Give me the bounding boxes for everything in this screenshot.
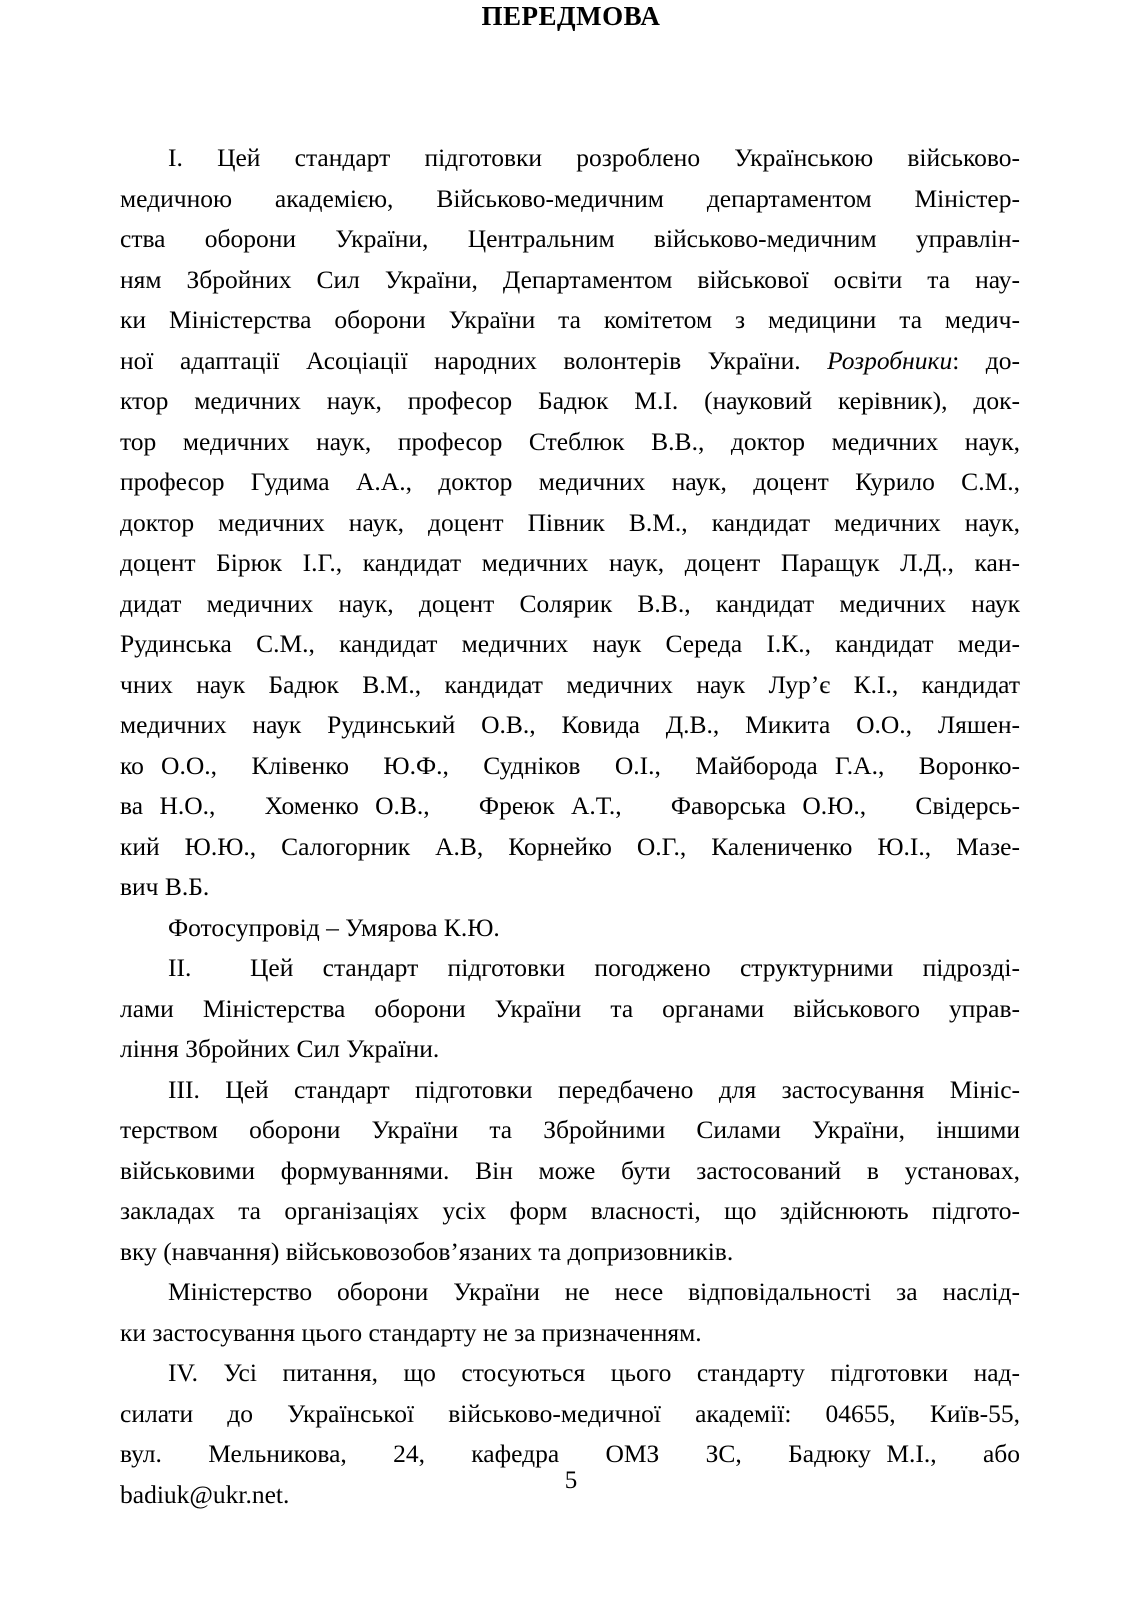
- text-line: доктор медичних наук, доцент Півник В.М., кандидат медичних наук,: [120, 507, 1020, 537]
- text-line: ки Міністерства оборони України та комітетом з медицини та медич-: [120, 305, 1020, 334]
- text-line: ко О.О., Клівенко Ю.Ф., Судніков О.І., Майборода Г.А., Воронко-: [120, 750, 1020, 780]
- paragraph-disclaimer: [120, 1272, 1020, 1353]
- text-line: вку (навчання) військовозобов’язаних та допризовників.: [120, 1236, 734, 1266]
- text-line: силати до Української військово-медичної академії: 04655, Київ-55,: [120, 1398, 1020, 1428]
- text-line: ління Збройних Сил України.: [120, 1034, 440, 1063]
- text-line: тор медичних наук, професор Стеблюк В.В., доктор медичних наук,: [120, 426, 1020, 456]
- text-line: вич В.Б.: [120, 872, 210, 901]
- paragraph-section-iii: [120, 1070, 1020, 1273]
- text-line: Міністерство оборони України не несе відповідальності за наслід-: [168, 1277, 1020, 1306]
- page-title: ПЕРЕДМОВА: [481, 1, 661, 31]
- text-line: медичних наук Рудинський О.В., Ковида Д.В., Микита О.О., Ляшен-: [120, 710, 1020, 739]
- text-line: чних наук Бадюк В.М., кандидат медичних наук Лур’є К.І., кандидат: [120, 669, 1020, 699]
- document-body: [120, 138, 1020, 1515]
- text-line: вул. Мельникова, 24, кафедра ОМЗ ЗС, Бадюку М.І., або: [120, 1439, 1020, 1468]
- text-line: ства оборони України, Центральним військово-медичним управлін-: [120, 224, 1020, 253]
- text-line: Рудинська С.М., кандидат медичних наук Середа І.К., кандидат меди-: [120, 629, 1020, 658]
- text-line: ктор медичних наук, професор Бадюк М.І. (науковий керівник), док-: [120, 386, 1020, 415]
- text-line: IV. Усі питання, що стосуються цього стандарту підготовки над-: [168, 1358, 1020, 1387]
- text-line: ва Н.О., Хоменко О.В., Фреюк А.Т., Фаворська О.Ю., Свідерсь-: [120, 791, 1020, 820]
- text-line: кий Ю.Ю., Салогорник А.В, Корнейко О.Г., Калениченко Ю.І., Мазе-: [120, 831, 1020, 861]
- text-line: дидат медичних наук, доцент Солярик В.В., кандидат медичних наук: [120, 588, 1020, 618]
- text-line: ки застосування цього стандарту не за призначенням.: [120, 1317, 702, 1347]
- paragraph-photo-credit: [120, 908, 1020, 949]
- text-line: III. Цей стандарт підготовки передбачено для застосування Мініс-: [168, 1074, 1020, 1104]
- text-line: badiuk@ukr.net.: [120, 1479, 290, 1509]
- line-text-part: ної адаптації Асоціації народних волонтерів України.: [120, 345, 828, 375]
- text-line: ням Збройних Сил України, Департаментом військової освіти та нау-: [120, 264, 1020, 294]
- text-line-with-italic: [120, 341, 1020, 382]
- text-line: терством оборони України та Збройними Силами України, іншими: [120, 1115, 1020, 1144]
- text-line: медичною академією, Військово-медичним департаментом Міністер-: [120, 183, 1020, 213]
- line-text-part: : до-: [952, 345, 1020, 375]
- text-line: лами Міністерства оборони України та органами військового управ-: [120, 993, 1020, 1023]
- text-line: професор Гудима А.А., доктор медичних наук, доцент Курило С.М.,: [120, 467, 1020, 496]
- text-line: II. Цей стандарт підготовки погоджено структурними підрозді-: [168, 953, 1020, 982]
- text-line: Фотосупровід – Умярова К.Ю.: [168, 912, 500, 942]
- italic-label-rozrobnyky: Розробники: [827, 345, 953, 375]
- paragraph-section-i: [120, 138, 1020, 908]
- text-line: доцент Бірюк І.Г., кандидат медичних наук, доцент Паращук Л.Д., кан-: [120, 548, 1020, 577]
- text-line: військовими формуваннями. Він може бути застосований в установах,: [120, 1155, 1020, 1185]
- page-number: 5: [564, 1467, 578, 1494]
- paragraph-section-ii: [120, 948, 1020, 1070]
- text-line: I. Цей стандарт підготовки розроблено Українською військово-: [168, 143, 1020, 172]
- text-line: закладах та організаціях усіх форм власності, що здійснюють підгото-: [120, 1196, 1020, 1225]
